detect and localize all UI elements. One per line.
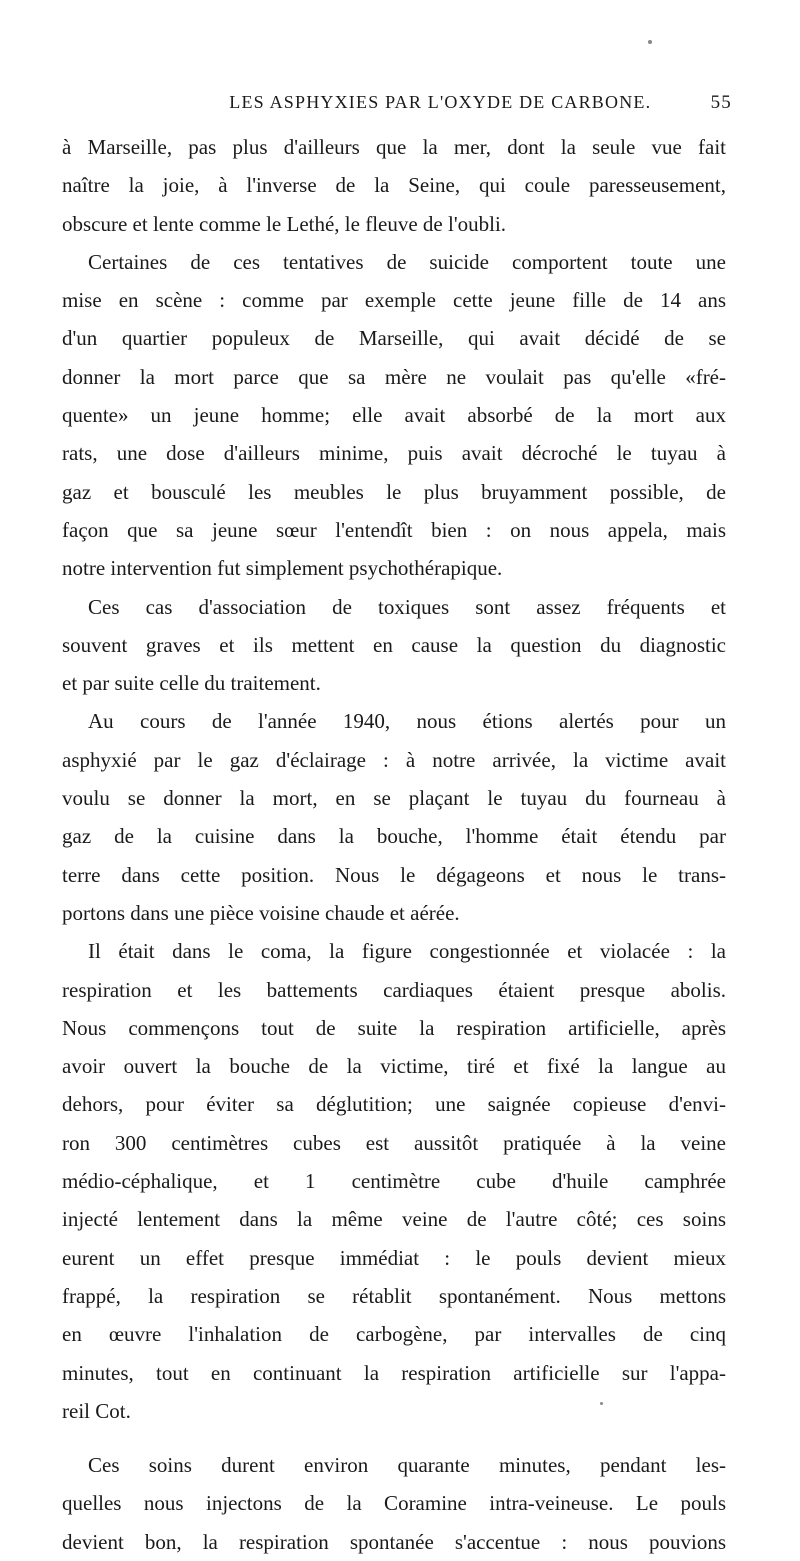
text-line: avoir ouvert la bouche de la victime, tiré et fixé la langue au: [62, 1054, 726, 1079]
text-line: Ces cas d'association de toxiques sont assez fréquents et: [88, 594, 726, 619]
text-line: d'un quartier populeux de Marseille, qui avait décidé de se: [62, 326, 726, 351]
text-line: asphyxié par le gaz d'éclairage : à notre arrivée, la victime avait: [62, 747, 726, 772]
text-line: quelles nous injectons de la Coramine intra-veineuse. Le pouls: [62, 1491, 726, 1516]
text-line: frappé, la respiration se rétablit spontanément. Nous mettons: [62, 1283, 726, 1308]
body-text: [62, 128, 726, 1561]
text-line: injecté lentement dans la même veine de l'autre côté; ces soins: [62, 1207, 726, 1232]
text-line: gaz de la cuisine dans la bouche, l'homme était étendu par: [62, 824, 726, 849]
text-line: minutes, tout en continuant la respiration artificielle sur l'appa-: [62, 1360, 726, 1385]
text-line: médio-céphalique, et 1 centimètre cube d'huile camphrée: [62, 1169, 726, 1194]
text-line: ron 300 centimètres cubes est aussitôt pratiquée à la veine: [62, 1130, 726, 1155]
text-line: gaz et bousculé les meubles le plus bruyamment possible, de: [62, 479, 726, 504]
text-line: façon que sa jeune sœur l'entendît bien : on nous appela, mais: [62, 517, 726, 542]
text-line: eurent un effet presque immédiat : le pouls devient mieux: [62, 1245, 726, 1270]
text-line: terre dans cette position. Nous le dégageons et nous le trans-: [62, 862, 726, 887]
paper-speck: [600, 1402, 603, 1405]
text-line: respiration et les battements cardiaques étaient presque abolis.: [62, 977, 726, 1002]
text-line: Ces soins durent environ quarante minutes, pendant les-: [88, 1453, 726, 1478]
text-line: souvent graves et ils mettent en cause la question du diagnostic: [62, 632, 726, 657]
text-line: Nous commençons tout de suite la respiration artificielle, après: [62, 1015, 726, 1040]
text-line: naître la joie, à l'inverse de la Seine, qui coule paresseusement,: [62, 173, 726, 198]
text-line: mise en scène : comme par exemple cette jeune fille de 14 ans: [62, 288, 726, 313]
text-line: devient bon, la respiration spontanée s'accentue : nous pouvions: [62, 1529, 726, 1554]
text-line: en œuvre l'inhalation de carbogène, par intervalles de cinq: [62, 1322, 726, 1347]
paper-speck: [648, 40, 652, 44]
text-line: Il était dans le coma, la figure congestionnée et violacée : la: [88, 939, 726, 964]
text-line: Au cours de l'année 1940, nous étions alertés pour un: [88, 709, 726, 734]
text-line: notre intervention fut simplement psychothérapique.: [62, 556, 503, 581]
text-line: à Marseille, pas plus d'ailleurs que la mer, dont la seule vue fait: [62, 135, 726, 159]
page-header: [150, 92, 732, 122]
page-number: 55: [710, 92, 732, 113]
text-line: reil Cot.: [62, 1398, 131, 1423]
text-line: obscure et lente comme le Lethé, le fleuve de l'oubli.: [62, 211, 507, 236]
text-line: rats, une dose d'ailleurs minime, puis avait décroché le tuyau à: [62, 441, 726, 466]
text-line: dehors, pour éviter sa déglutition; une saignée copieuse d'envi-: [62, 1092, 726, 1117]
running-title: LES ASPHYXIES PAR L'OXYDE DE CARBONE.: [229, 92, 652, 112]
text-line: portons dans une pièce voisine chaude et aérée.: [62, 900, 460, 925]
text-line: voulu se donner la mort, en se plaçant le tuyau du fourneau à: [62, 786, 726, 811]
text-line: et par suite celle du traitement.: [62, 671, 321, 696]
text-line: Certaines de ces tentatives de suicide comportent toute une: [88, 249, 726, 274]
text-line: quente» un jeune homme; elle avait absorbé de la mort aux: [62, 403, 726, 428]
text-line: donner la mort parce que sa mère ne voulait pas qu'elle «fré-: [62, 364, 726, 389]
